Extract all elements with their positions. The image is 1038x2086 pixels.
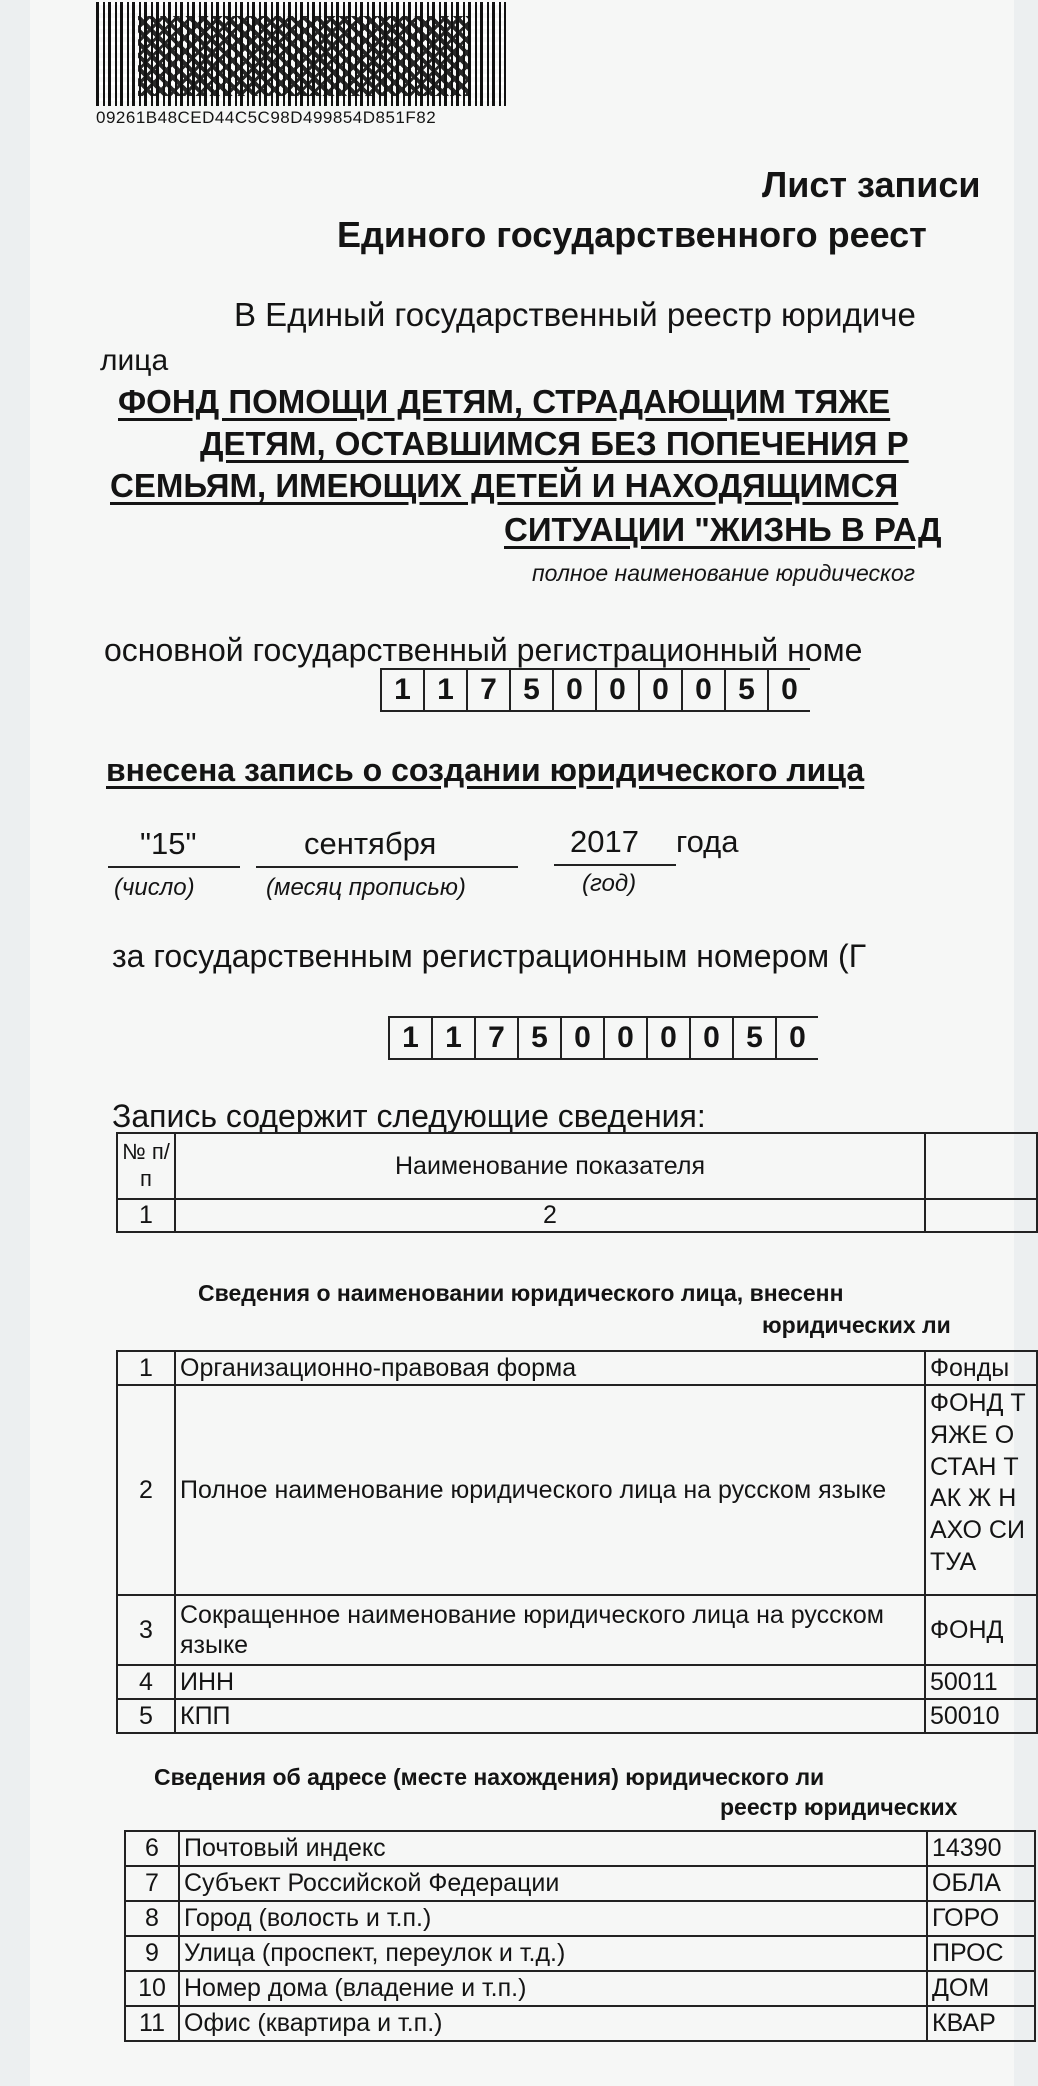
row-value: КВАР bbox=[927, 2006, 1035, 2041]
date-month: сентября bbox=[304, 826, 437, 861]
date-year-underline bbox=[554, 864, 676, 866]
grn-digit: 0 bbox=[775, 1016, 818, 1060]
row-label: Офис (квартира и т.п.) bbox=[179, 2006, 927, 2041]
document-title: Лист записи bbox=[762, 164, 981, 205]
grn-digit: 0 bbox=[560, 1016, 603, 1060]
header-col-index bbox=[925, 1199, 1037, 1232]
row-label: Организационно-правовая форма bbox=[175, 1351, 925, 1385]
organization-name-line: СИТУАЦИИ "ЖИЗНЬ В РАД bbox=[504, 511, 942, 548]
table-row bbox=[125, 1831, 1035, 1866]
grn-digits bbox=[388, 1016, 818, 1060]
row-value: ОБЛА bbox=[927, 1866, 1035, 1901]
row-label: Город (волость и т.п.) bbox=[179, 1901, 927, 1936]
ogrn-digits bbox=[380, 668, 810, 712]
barcode-image bbox=[96, 2, 506, 106]
date-day: "15" bbox=[140, 826, 197, 861]
row-value: ПРОС bbox=[927, 1936, 1035, 1971]
grn-digit: 0 bbox=[646, 1016, 689, 1060]
entry-created-text: внесена запись о создании юридического лица bbox=[106, 752, 865, 788]
name-info-table bbox=[116, 1350, 1038, 1734]
row-label: ИНН bbox=[175, 1665, 925, 1699]
barcode-code: 09261B48CED44C5C98D499854D851F82 bbox=[96, 108, 437, 127]
intro-text: В Единый государственный реестр юридиче bbox=[234, 296, 916, 333]
table-row bbox=[125, 1866, 1035, 1901]
row-label: Сокращенное наименование юридического лица на русском языке bbox=[175, 1595, 925, 1665]
date-year-caption: (год) bbox=[582, 870, 637, 897]
row-number: 6 bbox=[125, 1831, 179, 1866]
row-number: 4 bbox=[117, 1665, 175, 1699]
row-number: 9 bbox=[125, 1936, 179, 1971]
row-value: 50011 bbox=[925, 1665, 1037, 1699]
date-year: 2017 bbox=[570, 824, 639, 859]
row-number: 3 bbox=[117, 1595, 175, 1665]
organization-name-line: СЕМЬЯМ, ИМЕЮЩИХ ДЕТЕЙ И НАХОДЯЩИМСЯ bbox=[110, 467, 899, 504]
date-day-caption: (число) bbox=[114, 874, 195, 901]
table-row bbox=[125, 1936, 1035, 1971]
header-number-column: № п/п bbox=[117, 1133, 175, 1199]
row-number: 11 bbox=[125, 2006, 179, 2041]
document-subtitle: Единого государственного реест bbox=[337, 214, 927, 255]
ogrn-digit: 1 bbox=[380, 668, 423, 712]
row-number: 5 bbox=[117, 1699, 175, 1733]
intro-text-continued: лица bbox=[100, 344, 169, 377]
address-info-table bbox=[124, 1830, 1036, 2042]
row-value: ДОМ bbox=[927, 1971, 1035, 2006]
date-month-underline bbox=[256, 866, 518, 868]
table-row bbox=[117, 1595, 1037, 1665]
date-goda: года bbox=[676, 824, 739, 859]
ogrn-label: основной государственный регистрационный номе bbox=[104, 632, 863, 668]
ogrn-digit: 0 bbox=[595, 668, 638, 712]
row-number: 8 bbox=[125, 1901, 179, 1936]
grn-digit: 0 bbox=[689, 1016, 732, 1060]
grn-label: за государственным регистрационным номером (Г bbox=[112, 938, 867, 974]
ogrn-digit: 0 bbox=[638, 668, 681, 712]
table-row bbox=[117, 1385, 1037, 1595]
row-label: Полное наименование юридического лица на русском языке bbox=[175, 1385, 925, 1595]
row-number: 7 bbox=[125, 1866, 179, 1901]
grn-digit: 1 bbox=[431, 1016, 474, 1060]
ogrn-digit: 0 bbox=[681, 668, 724, 712]
ogrn-digit: 5 bbox=[724, 668, 767, 712]
section-title: Сведения об адресе (месте нахождения) юридического ли bbox=[154, 1764, 825, 1790]
row-value: Фонды bbox=[925, 1351, 1037, 1385]
row-value: ФОНД bbox=[925, 1595, 1037, 1665]
row-value: 14390 bbox=[927, 1831, 1035, 1866]
ogrn-digit: 5 bbox=[509, 668, 552, 712]
table-row bbox=[117, 1351, 1037, 1385]
header-table bbox=[116, 1132, 1038, 1233]
table-row bbox=[117, 1699, 1037, 1733]
grn-digit: 5 bbox=[732, 1016, 775, 1060]
header-name-column: Наименование показателя bbox=[175, 1133, 925, 1199]
organization-name-caption: полное наименование юридическог bbox=[532, 560, 916, 586]
ogrn-digit: 0 bbox=[552, 668, 595, 712]
ogrn-digit: 0 bbox=[767, 668, 810, 712]
grn-digit: 0 bbox=[603, 1016, 646, 1060]
row-value: ГОРО bbox=[927, 1901, 1035, 1936]
row-number: 2 bbox=[117, 1385, 175, 1595]
table-row bbox=[125, 1971, 1035, 2006]
table-row bbox=[125, 2006, 1035, 2041]
date-day-underline bbox=[108, 866, 240, 868]
organization-name-line: ДЕТЯМ, ОСТАВШИМСЯ БЕЗ ПОПЕЧЕНИЯ Р bbox=[200, 425, 909, 462]
header-value-column bbox=[925, 1133, 1037, 1199]
grn-digit: 5 bbox=[517, 1016, 560, 1060]
table-row bbox=[125, 1901, 1035, 1936]
grn-digit: 1 bbox=[388, 1016, 431, 1060]
header-col-index: 2 bbox=[175, 1199, 925, 1232]
organization-name-line: ФОНД ПОМОЩИ ДЕТЯМ, СТРАДАЮЩИМ ТЯЖЕ bbox=[118, 383, 891, 420]
row-number: 10 bbox=[125, 1971, 179, 2006]
row-label: Номер дома (владение и т.п.) bbox=[179, 1971, 927, 2006]
row-value: 50010 bbox=[925, 1699, 1037, 1733]
ogrn-digit: 7 bbox=[466, 668, 509, 712]
ogrn-digit: 1 bbox=[423, 668, 466, 712]
row-label: Почтовый индекс bbox=[179, 1831, 927, 1866]
date-month-caption: (месяц прописью) bbox=[266, 874, 466, 901]
table-row bbox=[117, 1665, 1037, 1699]
grn-digit: 7 bbox=[474, 1016, 517, 1060]
section-title: Сведения о наименовании юридического лица, внесенн bbox=[198, 1280, 844, 1306]
row-value: ФОНД ТЯЖЕ ОСТАН ТАК Ж НАХО СИТУА bbox=[925, 1385, 1037, 1595]
section-title-continued: реестр юридических bbox=[720, 1794, 958, 1820]
header-col-index: 1 bbox=[117, 1199, 175, 1232]
row-number: 1 bbox=[117, 1351, 175, 1385]
row-label: КПП bbox=[175, 1699, 925, 1733]
record-contents-label: Запись содержит следующие сведения: bbox=[112, 1098, 706, 1134]
row-label: Улица (проспект, переулок и т.д.) bbox=[179, 1936, 927, 1971]
row-label: Субъект Российской Федерации bbox=[179, 1866, 927, 1901]
section-title-continued: юридических ли bbox=[762, 1312, 951, 1338]
